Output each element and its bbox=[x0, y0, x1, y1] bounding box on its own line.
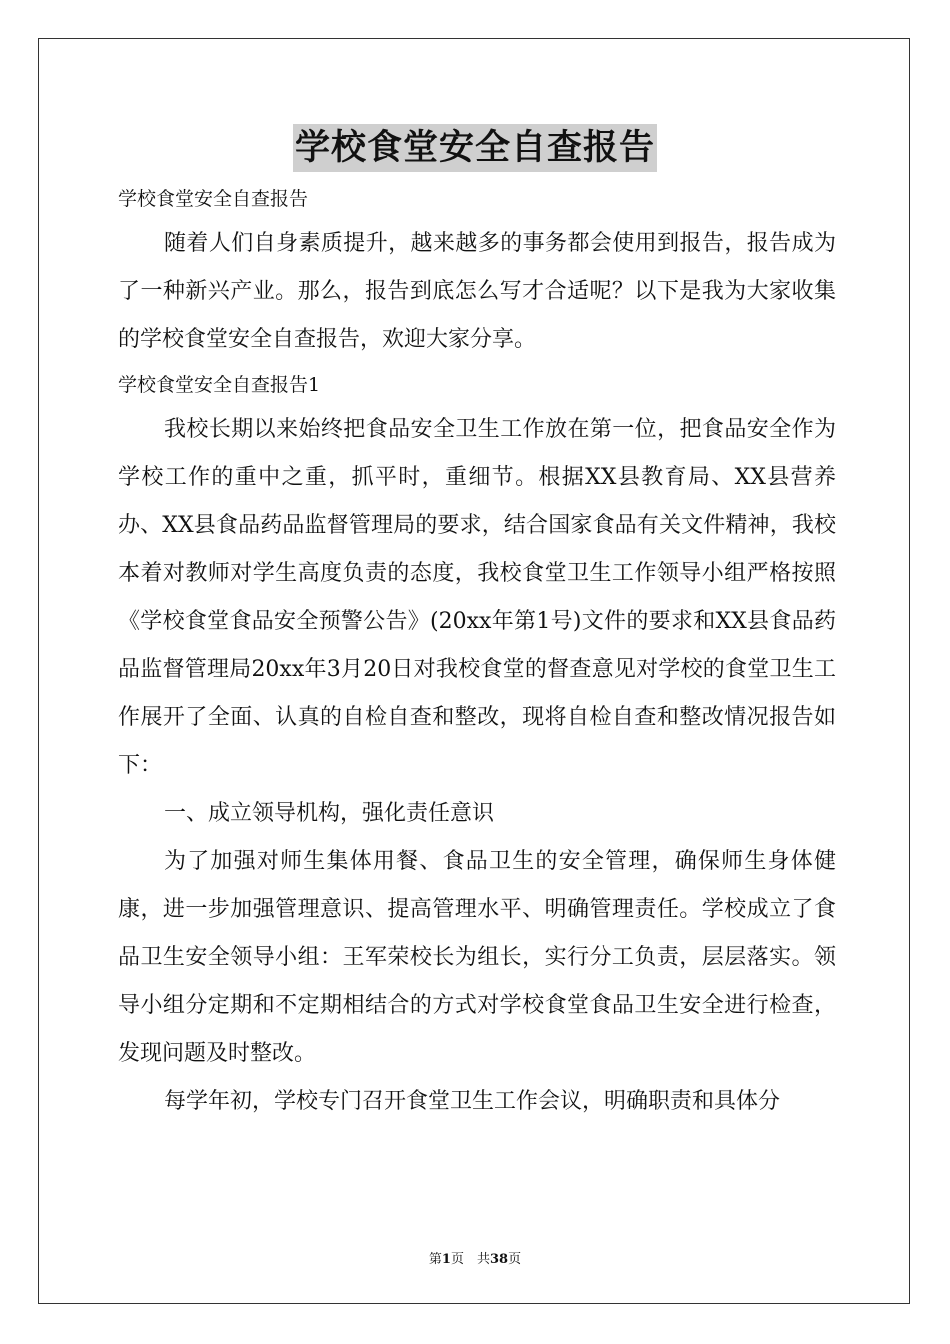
footer-total-pages: 38 bbox=[489, 1252, 509, 1267]
footer-page-number: 1 bbox=[441, 1252, 451, 1267]
document-body bbox=[118, 178, 836, 1126]
subheading-1: 一、成立领导机构，强化责任意识 bbox=[164, 801, 495, 826]
paragraph-1: 我校长期以来始终把食品安全卫生工作放在第一位，把食品安全作为学校工作的重中之重，抓平时，重细节。根据XX县教育局、XX县营养办、XX县食品药品监督管理局的要求，结合国家食品有关文件精神，我校本着对教师对学生高度负责的态度，我校食堂卫生工作领导小组严格按照《学校食堂食品安全预警公告》(20xx年第1号)文件的要求和XX县食品药品监督管理局20xx年3月20日对我校食堂的督查意见对学校的食堂卫生工作展开了全面、认真的自检自查和整改，现将自检自查和整改情况报告如下： bbox=[118, 417, 836, 778]
document-title: 学校食堂安全自查报告 bbox=[293, 124, 657, 172]
section-heading: 学校食堂安全自查报告1 bbox=[118, 374, 321, 396]
footer-mid: 页 共 bbox=[450, 1252, 490, 1267]
plain-heading: 学校食堂安全自查报告 bbox=[118, 188, 309, 210]
paragraph-2: 为了加强对师生集体用餐、食品卫生的安全管理，确保师生身体健康，进一步加强管理意识、提高管理水平、明确管理责任。学校成立了食品卫生安全领导小组：王军荣校长为组长，实行分工负责，层层落实。领导小组分定期和不定期相结合的方式对学校食堂食品卫生安全进行检查，发现问题及时整改。 bbox=[118, 849, 836, 1066]
footer-prefix: 第 bbox=[428, 1252, 442, 1267]
page-footer bbox=[0, 1248, 950, 1267]
title-container bbox=[0, 124, 950, 172]
footer-suffix: 页 bbox=[508, 1252, 522, 1267]
paragraph-3: 每学年初，学校专门召开食堂卫生工作会议，明确职责和具体分 bbox=[164, 1089, 781, 1114]
intro-paragraph: 随着人们自身素质提升，越来越多的事务都会使用到报告，报告成为了一种新兴产业。那么，报告到底怎么写才合适呢？以下是我为大家收集的学校食堂安全自查报告，欢迎大家分享。 bbox=[118, 231, 836, 352]
